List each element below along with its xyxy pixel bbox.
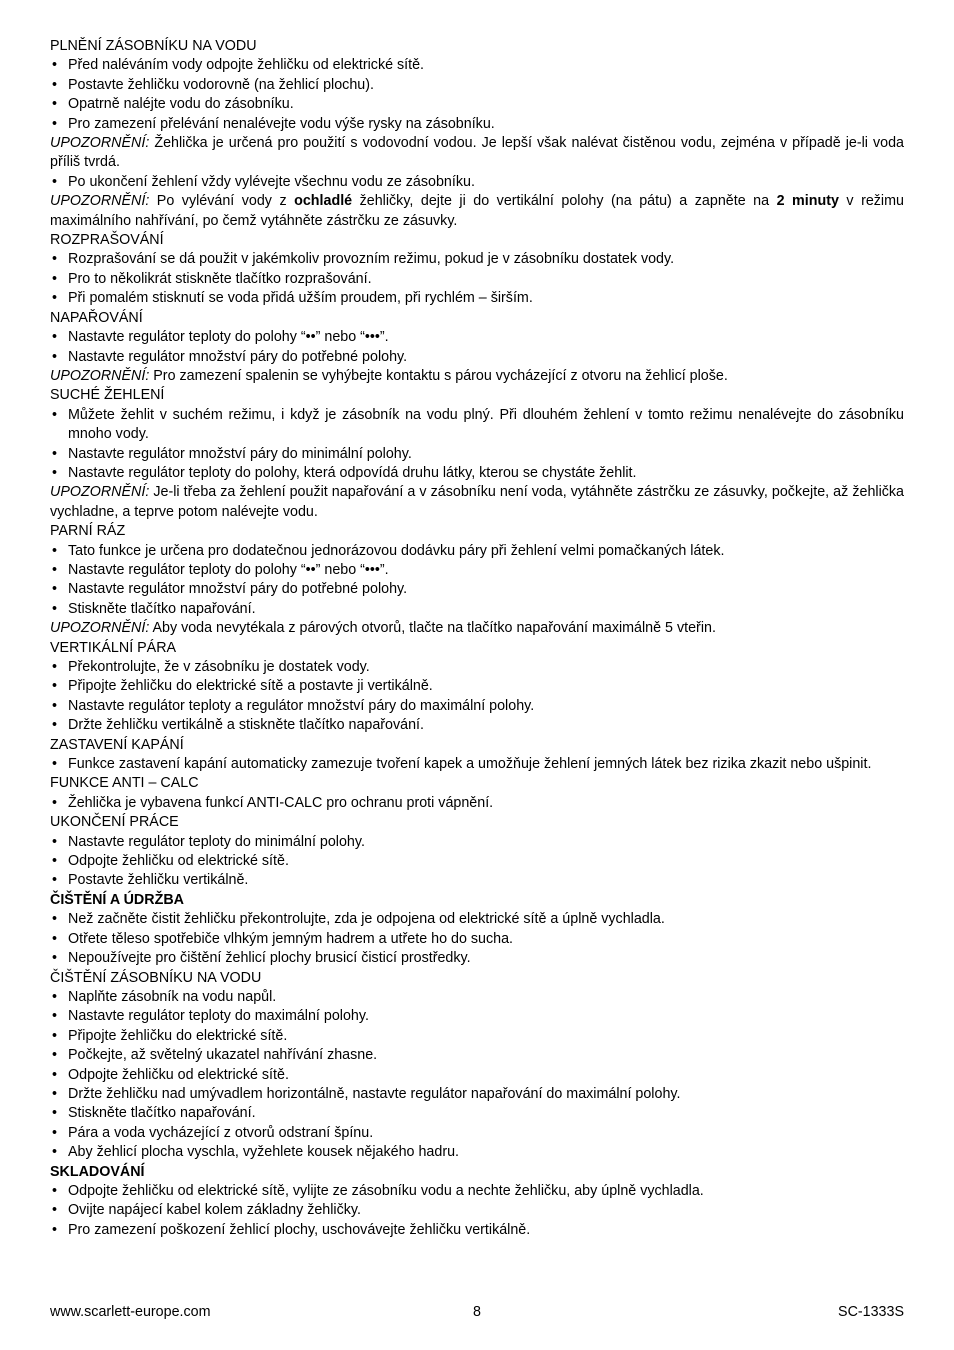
list-item: • Při pomalém stisknutí se voda přidá užším proudem, při rychlém – širším. (50, 289, 904, 308)
footer-website: www.scarlett-europe.com (50, 1304, 211, 1320)
section-heading: SUCHÉ ŽEHLENÍ (50, 387, 165, 404)
list-item: • Postavte žehličku vertikálně. (50, 871, 904, 890)
bullet-list (50, 542, 904, 620)
note-text: Po vylévání vody z (149, 193, 295, 210)
bullet-list (50, 988, 904, 1163)
list-item: • Nastavte regulátor množství páry do minimální polohy. (50, 445, 904, 464)
note-text: Pro zamezení spalenin se vyhýbejte kontaktu s párou vycházející z otvoru na žehlicí ploše. (149, 367, 728, 384)
list-item: • Funkce zastavení kapání automaticky zamezuje tvoření kapek a umožňuje žehlení jemných látek bez rizika zkazit nebo ušpinit. (50, 755, 904, 774)
bullet-list (50, 833, 904, 891)
list-item: • Stiskněte tlačítko napařování. (50, 1104, 904, 1123)
list-item: • Nastavte regulátor teploty do polohy, která odpovídá druhu látky, kterou se chystáte žehlit. (50, 464, 904, 483)
warning-note (50, 367, 904, 386)
section-heading: NAPAŘOVÁNÍ (50, 309, 143, 326)
bullet-list (50, 910, 904, 968)
list-item: • Nastavte regulátor množství páry do potřebné polohy. (50, 580, 904, 599)
note-text: žehličky, dejte ji do vertikální polohy (na pátu) a zapněte na (352, 193, 777, 210)
list-item: • Pro zamezení přelévání nenalévejte vodu výše rysky na zásobníku. (50, 115, 904, 134)
note-text: v režimu maximálního nahřívání, po čemž vytáhněte zástrčku ze zásuvky. (50, 193, 904, 229)
list-item: • Nastavte regulátor teploty do polohy “••” nebo “•••”. (50, 561, 904, 580)
list-item: • Opatrně naléjte vodu do zásobníku. (50, 95, 904, 114)
warning-label: UPOZORNĚNÍ: (50, 367, 150, 384)
note-text: Žehlička je určená pro použití s vodovodní vodou. Je lepší však nalévat čistěnou vodu, zejména v případě je-li voda příliš tvrdá. (50, 135, 904, 171)
bullet-list (50, 1182, 904, 1240)
list-item: • Nastavte regulátor teploty do minimální polohy. (50, 833, 904, 852)
list-item: • Naplňte zásobník na vodu napůl. (50, 988, 904, 1007)
warning-note (50, 483, 904, 522)
list-item: • Odpojte žehličku od elektrické sítě, vylijte ze zásobníku vodu a nechte žehličku, aby úplně vychladla. (50, 1182, 904, 1201)
warning-label: UPOZORNĚNÍ: (50, 193, 150, 210)
warning-note (50, 134, 904, 173)
list-item: • Odpojte žehličku od elektrické sítě. (50, 852, 904, 871)
list-item: • Nastavte regulátor teploty do maximální polohy. (50, 1007, 904, 1026)
list-item: • Můžete žehlit v suchém režimu, i když je zásobník na vodu plný. Při dlouhém žehlení v tomto režimu nenalévejte do zásobníku mnoho vody. (50, 406, 904, 445)
section-heading: ROZPRAŠOVÁNÍ (50, 232, 164, 249)
list-item: • Počkejte, až světelný ukazatel nahřívání zhasne. (50, 1046, 904, 1065)
section-heading: ČIŠTĚNÍ A ÚDRŽBA (50, 891, 184, 908)
bullet-list (50, 794, 904, 813)
bullet-list (50, 755, 904, 774)
list-item: • Pro zamezení poškození žehlicí plochy, uschovávejte žehličku vertikálně. (50, 1221, 904, 1240)
footer-page-number: 8 (473, 1304, 481, 1320)
warning-label: UPOZORNĚNÍ: (50, 135, 150, 152)
list-item: • Tato funkce je určena pro dodatečnou jednorázovou dodávku páry při žehlení velmi pomačkaných látek. (50, 542, 904, 561)
list-item: • Držte žehličku vertikálně a stiskněte tlačítko napařování. (50, 716, 904, 735)
section-heading: SKLADOVÁNÍ (50, 1163, 145, 1180)
list-item: • Překontrolujte, že v zásobníku je dostatek vody. (50, 658, 904, 677)
list-item: • Aby žehlicí plocha vyschla, vyžehlete kousek nějakého hadru. (50, 1143, 904, 1162)
note-text: Aby voda nevytékala z párových otvorů, tlačte na tlačítko napařování maximálně 5 vteřin. (149, 620, 716, 637)
warning-note (50, 619, 904, 638)
list-item: • Po ukončení žehlení vždy vylévejte všechnu vodu ze zásobníku. (50, 173, 904, 192)
emphasis-text: 2 minuty (776, 193, 839, 210)
list-item: • Ovijte napájecí kabel kolem základny žehličky. (50, 1201, 904, 1220)
list-item: • Žehlička je vybavena funkcí ANTI-CALC pro ochranu proti vápnění. (50, 794, 904, 813)
list-item: • Než začněte čistit žehličku překontrolujte, zda je odpojena od elektrické sítě a úplně vychladla. (50, 910, 904, 929)
bullet-list (50, 406, 904, 484)
warning-label: UPOZORNĚNÍ: (50, 620, 150, 637)
list-item: • Rozprašování se dá použit v jakémkoliv provozním režimu, pokud je v zásobníku dostatek vody. (50, 250, 904, 269)
section-heading: UKONČENÍ PRÁCE (50, 814, 179, 831)
section-heading: VERTIKÁLNÍ PÁRA (50, 639, 177, 656)
section-heading: ZASTAVENÍ KAPÁNÍ (50, 736, 184, 753)
emphasis-text: ochladlé (294, 193, 353, 210)
footer-model: SC-1333S (838, 1304, 904, 1320)
bullet-list (50, 56, 904, 134)
section-heading: PARNÍ RÁZ (50, 523, 126, 540)
list-item: • Nastavte regulátor množství páry do potřebné polohy. (50, 348, 904, 367)
bullet-list (50, 658, 904, 736)
list-item: • Připojte žehličku do elektrické sítě a postavte ji vertikálně. (50, 677, 904, 696)
list-item: • Nastavte regulátor teploty a regulátor množství páry do maximální polohy. (50, 697, 904, 716)
bullet-list (50, 173, 904, 192)
warning-label: UPOZORNĚNÍ: (50, 484, 150, 501)
section-heading: ČIŠTĚNÍ ZÁSOBNÍKU NA VODU (50, 969, 262, 986)
list-item: • Postavte žehličku vodorovně (na žehlicí plochu). (50, 76, 904, 95)
list-item: • Připojte žehličku do elektrické sítě. (50, 1027, 904, 1046)
section-heading: PLNĚNÍ ZÁSOBNÍKU NA VODU (50, 38, 257, 54)
warning-note (50, 192, 904, 231)
document-body (50, 37, 904, 1240)
list-item: • Odpojte žehličku od elektrické sítě. (50, 1066, 904, 1085)
list-item: • Před naléváním vody odpojte žehličku od elektrické sítě. (50, 56, 904, 75)
list-item: • Stiskněte tlačítko napařování. (50, 600, 904, 619)
list-item: • Držte žehličku nad umývadlem horizontálně, nastavte regulátor napařování do maximální polohy. (50, 1085, 904, 1104)
list-item: • Pára a voda vycházející z otvorů odstraní špínu. (50, 1124, 904, 1143)
bullet-list (50, 328, 904, 367)
note-text: Je-li třeba za žehlení použit napařování a v zásobníku není voda, vytáhněte zástrčku ze zásuvky, počkejte, až žehlička vychladne, a teprve potom nalévejte vodu. (50, 484, 904, 520)
list-item: • Pro to několikrát stiskněte tlačítko rozprašování. (50, 270, 904, 289)
list-item: • Nepoužívejte pro čištění žehlicí plochy brusicí čisticí prostředky. (50, 949, 904, 968)
section-heading: FUNKCE ANTI – CALC (50, 775, 199, 792)
list-item: • Otřete těleso spotřebiče vlhkým jemným hadrem a utřete ho do sucha. (50, 930, 904, 949)
bullet-list (50, 250, 904, 308)
list-item: • Nastavte regulátor teploty do polohy “••” nebo “•••”. (50, 328, 904, 347)
